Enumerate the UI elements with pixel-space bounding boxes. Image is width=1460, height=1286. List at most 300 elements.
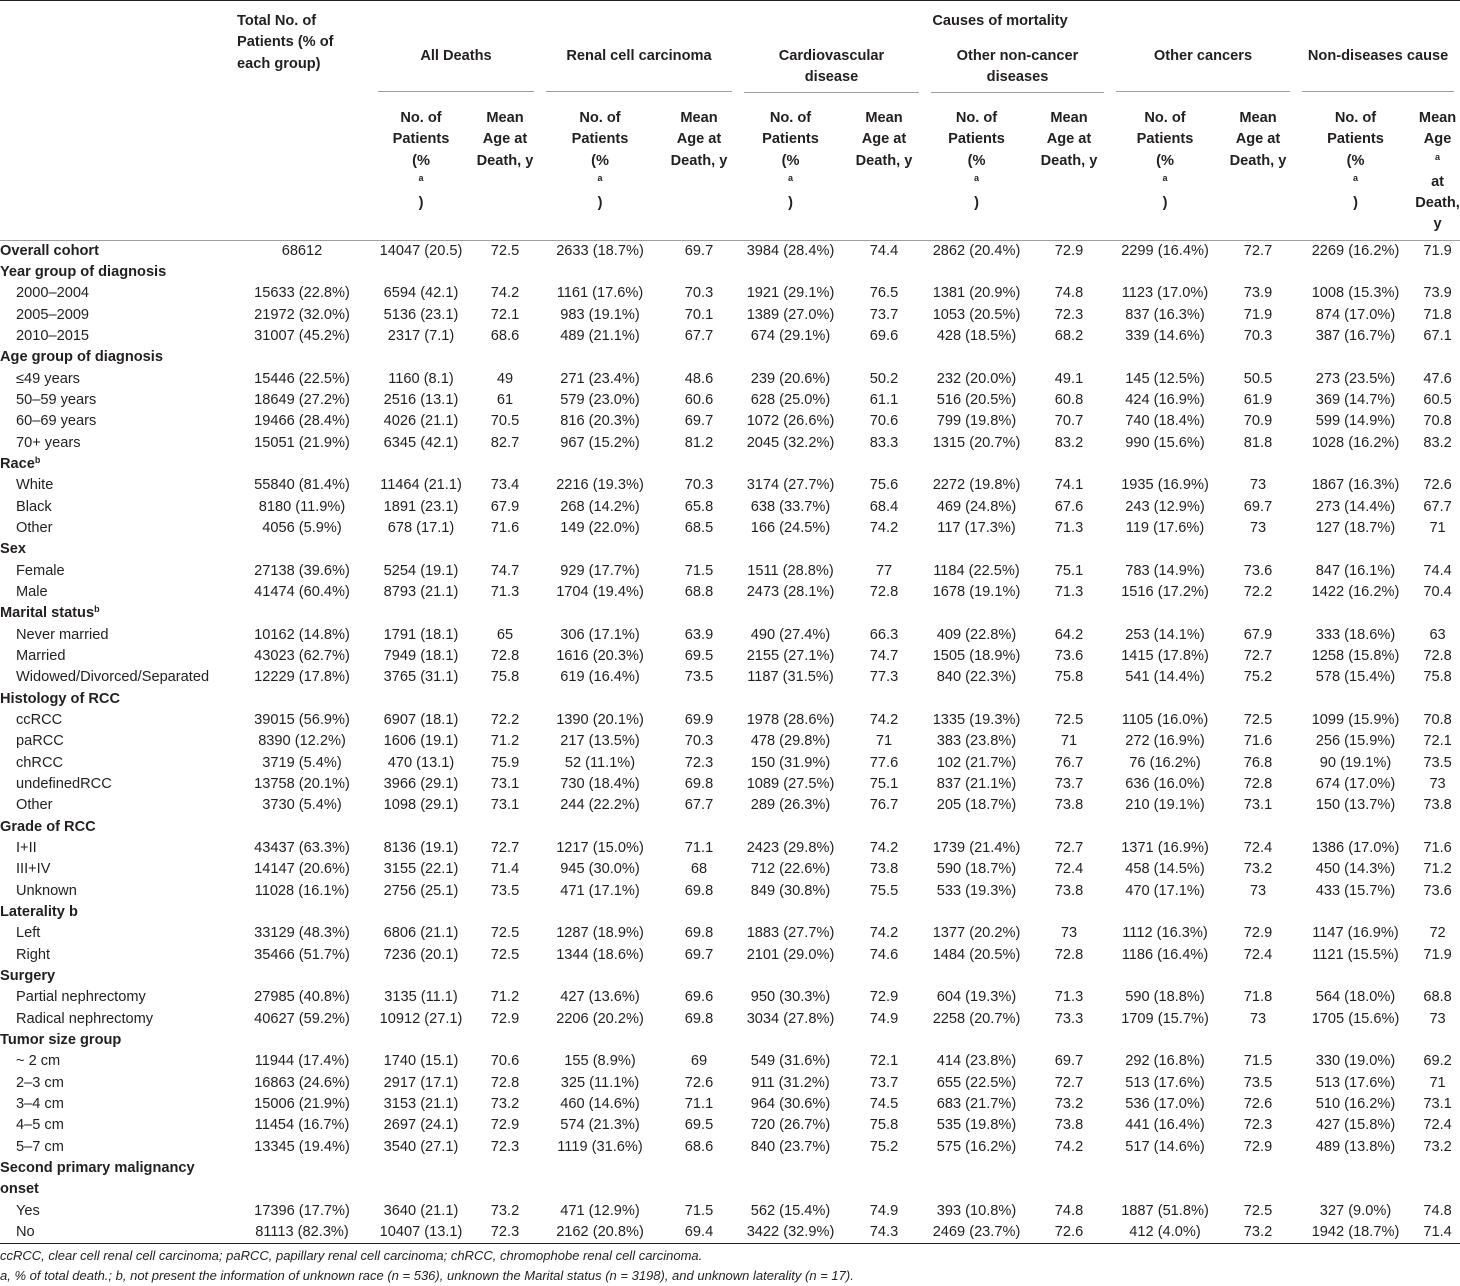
table-cell: 61 <box>496 392 514 409</box>
table-cell: 271 (23.4%) <box>560 370 640 387</box>
section-row <box>0 454 1460 475</box>
table-cell: 541 (14.4%) <box>1125 669 1205 686</box>
table-cell: 74.7 <box>490 562 520 579</box>
table-cell: 73.2 <box>1243 861 1273 878</box>
table-cell: 71.3 <box>1054 989 1084 1006</box>
table-cell: 17396 (17.7%) <box>254 1202 350 1219</box>
table-cell: 73.8 <box>1054 1117 1084 1134</box>
table-row <box>0 1201 1460 1222</box>
table-cell: 674 (17.0%) <box>1315 775 1396 792</box>
table-cell: 1791 (18.1) <box>383 626 459 643</box>
table-cell: 39015 (56.9%) <box>254 712 350 728</box>
table-cell: 102 (21.7%) <box>936 754 1017 771</box>
table-cell: 510 (16.2%) <box>1315 1095 1396 1112</box>
table-row <box>0 945 1460 966</box>
header-total-patients: Total No. of Patients (% of each group) <box>232 1 372 241</box>
table-cell: 3765 (31.1) <box>383 669 459 686</box>
table-cell: 73.5 <box>1243 1074 1273 1091</box>
table-cell: 73 <box>1060 925 1078 942</box>
table-cell: 67.9 <box>490 498 520 515</box>
table-cell: 562 (15.4%) <box>750 1202 831 1219</box>
row-label: 2010–2015 <box>16 328 90 345</box>
table-row <box>0 923 1460 944</box>
table-cell: 67.6 <box>1054 498 1084 515</box>
table-cell: 1381 (20.9%) <box>932 285 1021 302</box>
table-cell: 674 (29.1%) <box>750 328 831 345</box>
table-cell: 967 (15.2%) <box>560 434 640 451</box>
table-cell: 73.2 <box>1054 1095 1084 1112</box>
table-cell: 35466 (51.7%) <box>254 946 350 963</box>
table-row <box>0 774 1460 795</box>
table-cell: 71.2 <box>1423 861 1452 878</box>
table-cell: 489 (21.1%) <box>560 328 640 345</box>
table-cell: 63 <box>1429 626 1446 643</box>
table-cell: 210 (19.1%) <box>1125 797 1205 814</box>
table-cell: 2258 (20.7%) <box>932 1010 1021 1027</box>
table-cell: 73.7 <box>1054 775 1084 792</box>
table-cell: 60.6 <box>684 392 714 409</box>
table-cell: 12229 (17.8%) <box>254 669 350 686</box>
table-cell: 72.9 <box>490 1010 520 1027</box>
table-cell: 83.2 <box>1423 434 1452 451</box>
table-cell: 71.1 <box>684 839 714 856</box>
table-cell: 31007 (45.2%) <box>254 328 350 345</box>
table-cell: 69.8 <box>684 925 714 942</box>
table-cell: 3984 (28.4%) <box>746 242 835 259</box>
table-cell: 75.1 <box>869 775 899 792</box>
row-label: Other <box>16 520 53 537</box>
table-cell: 70.8 <box>1423 413 1452 430</box>
table-cell: 68.6 <box>684 1138 714 1155</box>
table-cell: 579 (23.0%) <box>560 392 640 409</box>
header-mean-age: Mean Age at Death, y <box>855 110 913 169</box>
table-cell: 69.6 <box>684 989 714 1006</box>
table-cell: 69.7 <box>1243 498 1273 515</box>
table-cell: 2317 (7.1) <box>387 328 455 345</box>
table-cell: 74.3 <box>843 1222 925 1244</box>
table-cell: 11454 (16.7%) <box>254 1117 350 1134</box>
table-cell: 1390 (20.1%) <box>556 712 644 728</box>
table-cell: 73.1 <box>1243 797 1273 814</box>
table-cell: 72.8 <box>1243 775 1273 792</box>
table-cell: 71.6 <box>1423 839 1452 856</box>
table-cell: 1184 (22.5%) <box>933 562 1020 579</box>
header-no-patients: No. of Patients (% $^a$ ) <box>762 110 819 212</box>
table-cell: 11028 (16.1%) <box>254 882 350 899</box>
table-cell: 427 (15.8%) <box>1315 1117 1396 1134</box>
table-cell: 393 (10.8%) <box>936 1202 1017 1219</box>
table-cell: 83.2 <box>1054 434 1084 451</box>
table-cell: 71 <box>875 733 893 750</box>
table-cell: 3034 (27.8%) <box>746 1010 835 1027</box>
table-cell: 2101 (29.0%) <box>746 946 835 963</box>
table-cell: 2155 (27.1%) <box>746 648 835 665</box>
table-cell: 816 (20.3%) <box>560 413 640 430</box>
table-cell: 5136 (23.1) <box>383 306 459 323</box>
table-cell: 72.8 <box>490 648 520 665</box>
table-cell: 412 (4.0%) <box>1110 1222 1220 1244</box>
table-cell: 8136 (19.1) <box>383 839 459 856</box>
table-row <box>0 710 1460 731</box>
table-cell: 327 (9.0%) <box>1319 1202 1392 1219</box>
table-cell: 383 (23.8%) <box>936 733 1017 750</box>
section-label: Race$^b$ <box>0 455 41 473</box>
header-mean-age: Mean Age at Death, y <box>1229 110 1287 169</box>
table-cell: 2756 (25.1) <box>383 882 459 899</box>
table-cell: 1415 (17.8%) <box>1121 648 1209 665</box>
table-cell: 70.9 <box>1243 413 1273 430</box>
table-cell: 10162 (14.8%) <box>254 626 350 643</box>
row-label: Yes <box>16 1202 40 1219</box>
table-cell: 72.9 <box>1243 925 1273 942</box>
table-cell: 3540 (27.1) <box>383 1138 459 1155</box>
table-cell: 513 (17.6%) <box>1125 1074 1205 1091</box>
table-cell: 490 (27.4%) <box>750 626 831 643</box>
table-cell: 70.8 <box>1423 712 1452 728</box>
table-cell: 81113 (82.3%) <box>232 1222 372 1244</box>
table-cell: 450 (14.3%) <box>1315 861 1396 878</box>
table-cell: 76.8 <box>1243 754 1273 771</box>
header-mean-age: Mean Age at Death, y <box>1040 110 1098 169</box>
table-cell: 1089 (27.5%) <box>746 775 835 792</box>
table-cell: 74.9 <box>869 1010 899 1027</box>
table-row <box>0 475 1460 496</box>
table-cell: 75.2 <box>869 1138 899 1155</box>
footnote-abbreviations: ccRCC, clear cell renal cell carcinoma; paRCC, papillary renal cell carcinoma; chRCC, chromophobe renal cell carcinoma. <box>0 1248 703 1263</box>
footnotes <box>0 1246 854 1286</box>
table-cell: 15446 (22.5%) <box>254 370 350 387</box>
row-label: ~ 2 cm <box>16 1053 61 1070</box>
row-label: 2–3 cm <box>16 1074 64 1091</box>
table-cell: 71 <box>1429 1074 1446 1091</box>
table-cell: 72.9 <box>490 1117 520 1134</box>
table-row <box>0 753 1460 774</box>
table-cell: 73 <box>1429 1010 1446 1027</box>
table-cell: 68 <box>690 861 708 878</box>
table-cell: 460 (14.6%) <box>560 1095 640 1112</box>
table-cell: 339 (14.6%) <box>1125 328 1205 345</box>
table-cell: 740 (18.4%) <box>1125 413 1205 430</box>
row-label: Female <box>16 562 65 579</box>
table-cell: 2697 (24.1) <box>383 1117 459 1134</box>
table-cell: 68.4 <box>869 498 899 515</box>
table-cell: 117 (17.3%) <box>937 520 1016 537</box>
table-cell: 590 (18.7%) <box>936 861 1017 878</box>
table-cell: 7949 (18.1) <box>383 648 459 665</box>
table-cell: 14147 (20.6%) <box>254 861 350 878</box>
table-row <box>0 1051 1460 1072</box>
table-cell: 61.1 <box>869 392 899 409</box>
table-cell: 2469 (23.7%) <box>925 1222 1028 1244</box>
table-cell: 50.5 <box>1243 370 1273 387</box>
table-cell: 1187 (31.5%) <box>747 669 834 686</box>
table-cell: 50.2 <box>869 370 899 387</box>
table-cell: 428 (18.5%) <box>936 328 1017 345</box>
row-label: No <box>0 1222 232 1244</box>
table-cell: 1098 (29.1) <box>383 797 459 814</box>
table-cell: 72.9 <box>869 989 899 1006</box>
table-row <box>0 433 1460 454</box>
table-cell: 2633 (18.7%) <box>556 242 644 259</box>
table-cell: 71.8 <box>1243 989 1273 1006</box>
section-label: Age group of diagnosis <box>0 349 163 366</box>
row-label: 4–5 cm <box>16 1117 64 1134</box>
table-cell: 2516 (13.1) <box>383 392 459 409</box>
table-cell: 489 (13.8%) <box>1315 1138 1396 1155</box>
table-cell: 72.7 <box>1243 242 1273 259</box>
table-cell: 6907 (18.1) <box>383 712 459 728</box>
table-cell: 990 (15.6%) <box>1125 434 1205 451</box>
table-cell: 1389 (27.0%) <box>746 306 835 323</box>
table-cell: 73.9 <box>1243 285 1273 302</box>
row-label: Overall cohort <box>0 242 99 259</box>
table-cell: 73.2 <box>1220 1222 1296 1244</box>
table-cell: 929 (17.7%) <box>560 562 640 579</box>
row-label: chRCC <box>16 754 64 771</box>
table-cell: 60.5 <box>1423 392 1452 409</box>
table-cell: 72.6 <box>684 1074 714 1091</box>
table-cell: 18649 (27.2%) <box>254 392 350 409</box>
table-cell: 3966 (29.1) <box>383 775 459 792</box>
header-group-cvd: Cardiovascular disease <box>738 44 925 99</box>
table-cell: 74.2 <box>869 520 899 537</box>
table-cell: 72.2 <box>1243 584 1273 601</box>
table-cell: 73 <box>1249 1010 1267 1027</box>
table-cell: 6806 (21.1) <box>383 925 459 942</box>
header-group-all-deaths: All Deaths <box>372 44 540 99</box>
table-cell: 330 (19.0%) <box>1315 1053 1396 1070</box>
table-cell: 1883 (27.7%) <box>746 925 835 942</box>
row-label: ccRCC <box>16 712 63 728</box>
table-cell: 783 (14.9%) <box>1125 562 1205 579</box>
table-cell: 516 (20.5%) <box>936 392 1017 409</box>
table-cell: 76 (16.2%) <box>1129 754 1201 771</box>
section-label: Year group of diagnosis <box>0 264 167 281</box>
table-cell: 72.4 <box>1423 1117 1452 1134</box>
table-cell: 72.4 <box>1243 839 1273 856</box>
table-cell: 155 (8.9%) <box>564 1053 636 1070</box>
table-cell: 75.9 <box>490 754 520 771</box>
table-cell: 72.1 <box>490 306 520 323</box>
table-cell: 72.5 <box>1054 712 1084 728</box>
table-cell: 292 (16.8%) <box>1125 1053 1205 1070</box>
table-cell: 72.3 <box>1054 306 1084 323</box>
table-cell: 13345 (19.4%) <box>254 1138 350 1155</box>
table-cell: 2423 (29.8%) <box>746 839 835 856</box>
table-cell: 72.5 <box>1243 1202 1273 1219</box>
table-cell: 72.3 <box>684 754 714 771</box>
table-cell: 49.1 <box>1054 370 1084 387</box>
table-cell: 73.2 <box>490 1095 520 1112</box>
table-cell: 69.6 <box>869 328 899 345</box>
table-cell: 74.4 <box>869 242 899 259</box>
table-cell: 75.8 <box>490 669 520 686</box>
table-cell: 75.6 <box>869 477 899 494</box>
table-cell: 11944 (17.4%) <box>254 1053 350 1070</box>
table-body <box>0 241 1460 1244</box>
table-cell: 73.2 <box>1423 1138 1452 1155</box>
table-cell: 590 (18.8%) <box>1125 989 1205 1006</box>
table-cell: 73 <box>1429 775 1446 792</box>
table-cell: 433 (15.7%) <box>1315 882 1396 899</box>
header-no-patients: No. of Patients (% $^a$ ) <box>392 110 450 212</box>
table-cell: 63.9 <box>684 626 714 643</box>
table-cell: 49 <box>496 370 514 387</box>
table-cell: 75.2 <box>1243 669 1273 686</box>
section-row <box>0 689 1460 710</box>
header-causes-of-mortality: Causes of mortality <box>540 1 1460 45</box>
table-cell: 536 (17.0%) <box>1125 1095 1205 1112</box>
table-row <box>0 582 1460 603</box>
table-cell: 27138 (39.6%) <box>254 562 350 579</box>
table-cell: 76.7 <box>869 797 899 814</box>
table-row <box>0 667 1460 688</box>
table-cell: 74.2 <box>1054 1138 1084 1155</box>
table-cell: 74.2 <box>869 712 899 728</box>
table-cell: 2216 (19.3%) <box>556 477 644 494</box>
table-cell: 72.1 <box>869 1053 899 1070</box>
table-cell: 6594 (42.1) <box>383 285 459 302</box>
row-label: Widowed/Divorced/Separated <box>16 669 210 686</box>
table-row <box>0 326 1460 347</box>
table-cell: 272 (16.9%) <box>1125 733 1205 750</box>
table-cell: 150 (31.9%) <box>750 754 831 771</box>
table-cell: 4056 (5.9%) <box>262 520 342 537</box>
table-cell: 441 (16.4%) <box>1125 1117 1205 1134</box>
table-cell: 2269 (16.2%) <box>1311 242 1400 259</box>
header-no-patients: No. of Patients (% $^a$ ) <box>1327 110 1384 212</box>
table-cell: 1921 (29.1%) <box>746 285 835 302</box>
table-cell: 77.3 <box>869 669 899 686</box>
table-cell: 471 (12.9%) <box>560 1202 640 1219</box>
table-cell: 74.8 <box>1054 285 1084 302</box>
table-cell: 73.6 <box>1054 648 1084 665</box>
table-cell: 414 (23.8%) <box>936 1053 1017 1070</box>
table-cell: 68.8 <box>684 584 714 601</box>
table-cell: 73.1 <box>490 775 520 792</box>
table-cell: 73.8 <box>1423 797 1452 814</box>
table-cell: 840 (23.7%) <box>750 1138 831 1155</box>
table-cell: 517 (14.6%) <box>1125 1138 1205 1155</box>
table-cell: 73.7 <box>869 1074 899 1091</box>
header-no-patients: No. of Patients (% $^a$ ) <box>1136 110 1194 212</box>
header-no-patients: No. of Patients (% $^a$ ) <box>948 110 1005 212</box>
section-row <box>0 1158 1460 1179</box>
table-cell: 71.2 <box>490 989 520 1006</box>
table-cell: 8180 (11.9%) <box>258 498 346 515</box>
table-cell: 90 (19.1%) <box>1319 754 1392 771</box>
table-cell: 3422 (32.9%) <box>738 1222 843 1244</box>
table-cell: 470 (13.1) <box>387 754 455 771</box>
table-cell: 244 (22.2%) <box>560 797 640 814</box>
table-cell: 69.5 <box>684 1117 714 1134</box>
table-cell: 69 <box>690 1053 708 1070</box>
table-row <box>0 1009 1460 1030</box>
table-cell: 83.3 <box>869 434 899 451</box>
table-cell: 73 <box>1249 477 1267 494</box>
table-cell: 67.9 <box>1243 626 1273 643</box>
table-cell: 82.7 <box>490 434 520 451</box>
table-cell: 427 (13.6%) <box>560 989 640 1006</box>
section-label: Second primary malignancy <box>0 1159 195 1176</box>
table-cell: 40627 (59.2%) <box>254 1010 350 1027</box>
table-cell: 74.2 <box>869 925 899 942</box>
table-cell: 7236 (20.1) <box>383 946 459 963</box>
table-cell: 1371 (16.9%) <box>1121 839 1209 856</box>
table-cell: 71 <box>1060 733 1078 750</box>
table-cell: 1028 (16.2%) <box>1311 434 1400 451</box>
table-cell: 61.9 <box>1243 392 1273 409</box>
table-cell: 325 (11.1%) <box>560 1074 640 1091</box>
table-cell: 535 (19.8%) <box>936 1117 1017 1134</box>
table-cell: 71.2 <box>490 733 520 750</box>
row-label: 2005–2009 <box>16 306 90 323</box>
row-label: 3–4 cm <box>16 1095 64 1112</box>
header-all-deaths-spacer <box>372 1 540 45</box>
table-cell: 409 (22.8%) <box>936 626 1017 643</box>
table-cell: 1386 (17.0%) <box>1311 839 1400 856</box>
table-cell: 424 (16.9%) <box>1125 392 1205 409</box>
table-cell: 239 (20.6%) <box>750 370 831 387</box>
table-row <box>0 859 1460 880</box>
table-cell: 76.5 <box>869 285 899 302</box>
table-cell: 70.4 <box>1423 584 1452 601</box>
table-cell: 75.8 <box>1423 669 1452 686</box>
table-row <box>0 1115 1460 1136</box>
table-row <box>0 390 1460 411</box>
table-row <box>0 1073 1460 1094</box>
table-cell: 2045 (32.2%) <box>746 434 835 451</box>
table-cell: 849 (30.8%) <box>750 882 831 899</box>
table-cell: 73.2 <box>490 1202 520 1219</box>
table-cell: 67.7 <box>684 797 714 814</box>
table-cell: 72.5 <box>1243 712 1273 728</box>
row-label: 50–59 years <box>16 392 97 409</box>
section-label: Histology of RCC <box>0 690 120 707</box>
table-cell: 69.4 <box>660 1222 738 1244</box>
table-row <box>0 646 1460 667</box>
table-cell: 458 (14.5%) <box>1125 861 1205 878</box>
table-cell: 533 (19.3%) <box>936 882 1017 899</box>
table-cell: 73.6 <box>1423 882 1452 899</box>
table-cell: 74.9 <box>869 1202 899 1219</box>
row-label: 60–69 years <box>16 413 97 430</box>
row-label: 70+ years <box>16 434 81 451</box>
table-cell: 69.7 <box>684 946 714 963</box>
table-cell: 70.6 <box>490 1053 520 1070</box>
table-cell: 1505 (18.9%) <box>932 648 1021 665</box>
table-cell: 69.8 <box>684 775 714 792</box>
table-cell: 513 (17.6%) <box>1315 1074 1396 1091</box>
table-cell: 72.3 <box>1243 1117 1273 1134</box>
table-cell: 1942 (18.7%) <box>1296 1222 1415 1244</box>
section-label: Marital status$^b$ <box>0 604 100 622</box>
row-label: Unknown <box>16 882 77 899</box>
section-row <box>0 539 1460 560</box>
table-cell: 72.5 <box>490 242 520 259</box>
section-label: Laterality b <box>0 903 78 920</box>
table-row <box>0 305 1460 326</box>
table-cell: 71.9 <box>1423 946 1452 963</box>
table-cell: 73.8 <box>1054 882 1084 899</box>
table-cell: 964 (30.6%) <box>750 1095 831 1112</box>
table-cell: 72.7 <box>490 839 520 856</box>
table-cell: 1511 (28.8%) <box>747 562 834 579</box>
table-cell: 68.6 <box>490 328 520 345</box>
header-mean-age: Mean Age at Death, y <box>476 110 534 169</box>
table-cell: 306 (17.1%) <box>560 626 640 643</box>
table-cell: 71.3 <box>490 584 520 601</box>
